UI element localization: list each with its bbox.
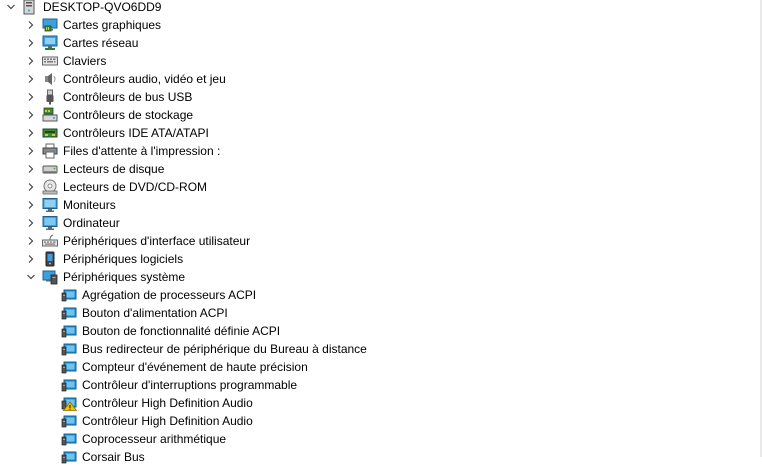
category-cartes-graphiques[interactable] [0, 16, 758, 34]
category-peripheriques-systeme[interactable] [0, 268, 758, 286]
category-label: Lecteurs de DVD/CD-ROM [63, 180, 208, 194]
display-adapter-icon [42, 17, 58, 33]
category-moniteurs[interactable] [0, 196, 758, 214]
category-ordinateur[interactable] [0, 214, 758, 232]
chevron-right-icon[interactable] [23, 34, 39, 52]
category-controleurs-usb[interactable] [0, 88, 758, 106]
system-device-label: Contrôleur d'interruptions programmable [82, 378, 298, 392]
network-adapter-icon [42, 35, 58, 51]
category-controleurs-stockage[interactable] [0, 106, 758, 124]
chevron-right-icon[interactable] [23, 106, 39, 124]
system-device-label: Agrégation de processeurs ACPI [82, 288, 257, 302]
system-device-label: Coprocesseur arithmétique [82, 432, 227, 446]
computer-icon [42, 215, 58, 231]
chevron-right-icon[interactable] [23, 160, 39, 178]
chevron-right-icon[interactable] [23, 178, 39, 196]
speaker-icon [42, 71, 58, 87]
chevron-down-icon[interactable] [3, 0, 19, 16]
category-label: Contrôleurs de bus USB [63, 90, 193, 104]
system-device-item[interactable] [0, 304, 758, 322]
category-label: Cartes réseau [63, 36, 139, 50]
system-device-item[interactable] [0, 448, 758, 466]
chevron-down-icon[interactable] [23, 268, 39, 286]
system-device-label: Contrôleur High Definition Audio [82, 396, 253, 410]
category-label: Contrôleurs IDE ATA/ATAPI [63, 126, 209, 140]
system-device-item[interactable] [0, 322, 758, 340]
category-controleurs-ide[interactable] [0, 124, 758, 142]
system-device-label: Compteur d'événement de haute précision [82, 360, 308, 374]
system-device-label: Corsair Bus [82, 450, 145, 464]
system-device-item-warning[interactable] [0, 394, 758, 412]
category-label: Lecteurs de disque [63, 162, 165, 176]
chevron-right-icon[interactable] [23, 232, 39, 250]
category-label: Contrôleurs de stockage [63, 108, 194, 122]
keyboard-icon [42, 53, 58, 69]
chevron-right-icon[interactable] [23, 142, 39, 160]
system-device-icon [61, 305, 77, 321]
system-device-label: Bus redirecteur de périphérique du Bureau à distance [82, 342, 367, 356]
system-device-icon [61, 359, 77, 375]
system-device-label: Bouton de fonctionnalité définie ACPI [82, 324, 281, 338]
category-label: Périphériques système [63, 270, 186, 284]
tree-root[interactable] [0, 0, 758, 16]
chevron-right-icon[interactable] [23, 70, 39, 88]
category-peripheriques-logiciels[interactable] [0, 250, 758, 268]
category-claviers[interactable] [0, 52, 758, 70]
system-device-icon [61, 323, 77, 339]
category-lecteurs-disque[interactable] [0, 160, 758, 178]
system-devices-icon [42, 269, 58, 285]
system-device-item[interactable] [0, 286, 758, 304]
printer-icon [42, 143, 58, 159]
tree-root-label: DESKTOP-QVO6DD9 [43, 0, 162, 14]
category-label: Périphériques d'interface utilisateur [63, 234, 251, 248]
chevron-right-icon[interactable] [23, 214, 39, 232]
category-peripheriques-interface[interactable] [0, 232, 758, 250]
category-cartes-reseau[interactable] [0, 34, 758, 52]
category-lecteurs-dvd[interactable] [0, 178, 758, 196]
system-device-item[interactable] [0, 358, 758, 376]
computer-icon [22, 0, 38, 15]
system-device-item[interactable] [0, 340, 758, 358]
system-device-icon [61, 449, 77, 465]
dvd-drive-icon [42, 179, 58, 195]
chevron-right-icon[interactable] [23, 196, 39, 214]
system-device-icon [61, 377, 77, 393]
system-device-icon [61, 341, 77, 357]
chevron-right-icon[interactable] [23, 124, 39, 142]
system-device-label: Bouton d'alimentation ACPI [82, 306, 228, 320]
disk-drive-icon [42, 161, 58, 177]
system-device-item[interactable] [0, 376, 758, 394]
ide-controller-icon [42, 125, 58, 141]
chevron-right-icon[interactable] [23, 250, 39, 268]
usb-icon [42, 89, 58, 105]
category-label: Cartes graphiques [63, 18, 162, 32]
system-device-icon [61, 287, 77, 303]
category-label: Moniteurs [63, 198, 116, 212]
chevron-right-icon[interactable] [23, 52, 39, 70]
chevron-right-icon[interactable] [23, 16, 39, 34]
system-device-label: Contrôleur High Definition Audio [82, 414, 253, 428]
category-controleurs-audio[interactable] [0, 70, 758, 88]
warning-device-icon [61, 395, 77, 411]
category-label: Claviers [63, 54, 107, 68]
system-device-item[interactable] [0, 430, 758, 448]
hid-icon [42, 233, 58, 249]
category-files-impression[interactable] [0, 142, 758, 160]
storage-controller-icon [42, 107, 58, 123]
chevron-right-icon[interactable] [23, 88, 39, 106]
software-device-icon [42, 251, 58, 267]
category-label: Ordinateur [63, 216, 120, 230]
category-label: Contrôleurs audio, vidéo et jeu [63, 72, 226, 86]
category-label: Périphériques logiciels [63, 252, 184, 266]
system-device-icon [61, 413, 77, 429]
monitor-icon [42, 197, 58, 213]
category-label: Files d'attente à l'impression : [63, 144, 221, 158]
system-device-icon [61, 431, 77, 447]
system-device-item[interactable] [0, 412, 758, 430]
